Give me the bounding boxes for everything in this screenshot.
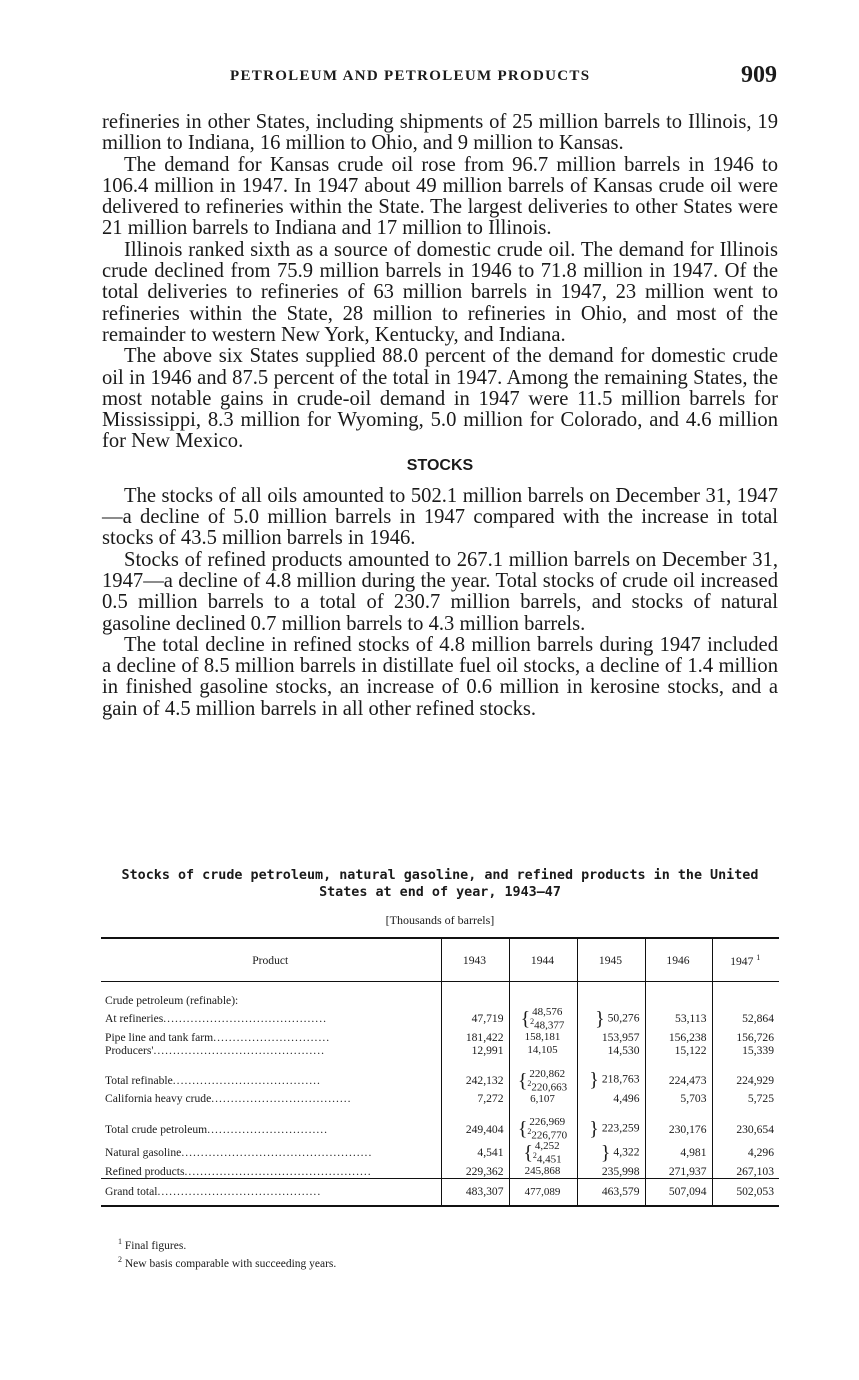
cell-1946: 507,094 <box>645 1178 712 1206</box>
row-label: At refineries <box>105 1012 164 1026</box>
cell-1947: 156,726 <box>712 1031 779 1044</box>
row-label: Natural gasoline <box>105 1146 182 1160</box>
footnote-mark: 1 <box>118 1237 122 1246</box>
table-header-row <box>101 938 779 982</box>
body-text <box>102 112 778 720</box>
table-row-grand-total: Grand total.......................................... 483,307 477,089 463,579 507,094 502,053 <box>101 1178 779 1206</box>
column-header-1944: 1944 <box>509 938 577 982</box>
cell-1945: 223,259 <box>601 1121 640 1135</box>
cell-1944-old: 48,576 <box>532 1006 563 1018</box>
cell-1943: 12,991 <box>441 1044 509 1057</box>
table-units: [Thousands of barrels] <box>385 913 495 927</box>
cell-1945: 4,496 <box>577 1092 645 1105</box>
table-row: Refined products................................................ 229,362 245,868 235,998 271,937 267,103 <box>101 1165 779 1179</box>
running-header <box>0 62 859 94</box>
row-label: Total refinable <box>105 1073 173 1087</box>
running-title: PETROLEUM AND PETROLEUM PRODUCTS <box>230 68 591 84</box>
cell-1946: 230,176 <box>645 1117 712 1141</box>
section-heading: STOCKS <box>406 456 474 474</box>
paragraph: The demand for Kansas crude oil rose from 96.7 million barrels in 1946 to 106.4 million in 1947. In 1947 about 49 million barrels of Kansas crude oil were delivered to refineries within the State. The largest deliveries to other States were 21 million barrels to Indiana and 17 million to Illinois. <box>102 153 778 240</box>
cell-1946: 271,937 <box>645 1165 712 1179</box>
table-row: Total crude petroleum............................... 249,404 { 226,969 $^2$226,770 } 223,259 230,176 230,654 <box>101 1117 779 1141</box>
cell-1945: 218,763 <box>601 1073 640 1087</box>
column-header-1943: 1943 <box>441 938 509 982</box>
page-number: 909 <box>741 62 777 88</box>
column-header-1945: 1945 <box>577 938 645 982</box>
table-row: At refineries.......................................... 47,719 { 48,576 $^2$48,377 } 50,276 53,113 52,864 <box>101 1007 779 1031</box>
cell-1945: 153,957 <box>577 1031 645 1044</box>
footnote-mark: 2 <box>118 1254 122 1264</box>
cell-1943: 4,541 <box>441 1141 509 1165</box>
cell-1943: 483,307 <box>441 1178 509 1206</box>
column-header-product: Product <box>101 938 441 982</box>
cell-1944: 477,089 <box>509 1178 577 1206</box>
cell-1947: 224,929 <box>712 1069 779 1093</box>
paragraph: refineries in other States, including shipments of 25 million barrels to Illinois, 19 million to Indiana, 16 million to Ohio, and 9 million to Kansas. <box>102 111 778 155</box>
cell-1944-old: 226,969 <box>529 1116 566 1129</box>
cell-1946: 4,981 <box>645 1141 712 1165</box>
table-title: Stocks of crude petroleum, natural gasoline, and refined products in the United States at end of year, 1943–47 <box>121 868 759 900</box>
cell-1943: 47,719 <box>441 1007 509 1031</box>
row-label: Pipe line and tank farm <box>105 1030 214 1044</box>
paragraph: The total decline in refined stocks of 4.8 million barrels during 1947 included a decline of 8.5 million barrels in distillate fuel oil stocks, a decline of 1.4 million in finished gasoline stocks, an increase of 0.6 million in kerosine stocks, and a gain of 4.5 million barrels in all other refined stocks. <box>102 633 778 720</box>
cell-1944: 158,181 <box>509 1031 577 1044</box>
cell-1944-new: 4,451 <box>536 1153 562 1166</box>
footnotes <box>118 1235 336 1271</box>
cell-1944-old: 220,862 <box>529 1067 566 1080</box>
cell-1946: 5,703 <box>645 1092 712 1105</box>
cell-1943: 229,362 <box>441 1165 509 1179</box>
cell-1944: 14,105 <box>509 1044 577 1057</box>
paragraph: Illinois ranked sixth as a source of domestic crude oil. The demand for Illinois crude declined from 75.9 million barrels in 1946 to 71.8 million in 1947. Of the total deliveries to refineries of 63 million barrels in 1947, 23 million went to refineries within the State, 28 million to refineries in Ohio, and most of the remainder to western New York, Kentucky, and Indiana. <box>102 238 778 346</box>
group-label: Crude petroleum (refinable): <box>105 994 239 1007</box>
footnote-ref: 2 <box>527 1127 532 1137</box>
cell-1947: 267,103 <box>712 1165 779 1179</box>
footnote-text: Final figures. <box>124 1239 187 1252</box>
cell-1943: 181,422 <box>441 1031 509 1044</box>
cell-1945: 50,276 <box>607 1011 640 1025</box>
table-row: Total refinable...................................... 242,132 { 220,862 $^2$220,663 } 218,763 224,473 224,929 <box>101 1069 779 1093</box>
cell-1946: 53,113 <box>645 1007 712 1031</box>
table-row: California heavy crude.................................... 7,272 6,107 4,496 5,703 5,725 <box>101 1092 779 1105</box>
footnote-ref: 2 <box>527 1078 532 1088</box>
table-row: Producers'............................................ 12,991 14,105 14,530 15,122 15,339 <box>101 1044 779 1057</box>
footnote-ref: 2 <box>532 1150 537 1160</box>
table-row <box>101 994 779 1007</box>
cell-1946: 156,238 <box>645 1031 712 1044</box>
cell-1945: 14,530 <box>577 1044 645 1057</box>
column-header-1947 <box>712 938 779 982</box>
cell-1947: 230,654 <box>712 1117 779 1141</box>
cell-1944-new: 48,377 <box>534 1019 565 1032</box>
cell-1944-old: 4,252 <box>534 1139 560 1152</box>
year-1947: 1947 <box>730 954 754 968</box>
footnote <box>118 1235 336 1253</box>
cell-1945: 463,579 <box>577 1178 645 1206</box>
column-header-1946: 1946 <box>645 938 712 982</box>
cell-1944-new: 220,663 <box>531 1081 568 1094</box>
cell-1944: 245,868 <box>509 1165 577 1179</box>
stocks-table <box>101 937 779 1207</box>
cell-1947: 5,725 <box>712 1092 779 1105</box>
row-label: California heavy crude <box>105 1092 212 1106</box>
cell-1943: 242,132 <box>441 1069 509 1093</box>
cell-1944-new: 226,770 <box>531 1129 568 1142</box>
cell-1944: 6,107 <box>509 1092 577 1105</box>
cell-1945: 4,322 <box>613 1145 640 1159</box>
cell-1946: 15,122 <box>645 1044 712 1057</box>
row-label: Grand total <box>105 1185 158 1199</box>
footnote <box>118 1253 336 1271</box>
cell-1945: 235,998 <box>577 1165 645 1179</box>
table-row: Natural gasoline................................................. 4,541 { 4,252 $^2$4,451 } 4,322 4,981 4,296 <box>101 1141 779 1165</box>
footnote-ref: 2 <box>530 1017 535 1026</box>
cell-1943: 7,272 <box>441 1092 509 1105</box>
row-label: Producers' <box>105 1043 154 1057</box>
row-label: Total crude petroleum <box>105 1122 208 1136</box>
cell-1943: 249,404 <box>441 1117 509 1141</box>
table-row: Pipe line and tank farm.............................. 181,422 158,181 153,957 156,238 156,726 <box>101 1031 779 1044</box>
paragraph: Stocks of refined products amounted to 267.1 million barrels on December 31, 1947—a decline of 4.8 million during the year. Total stocks of crude oil increased 0.5 million barrels to a total of 230.7 million barrels, and stocks of natural gasoline declined 0.7 million barrels to 4.3 million barrels. <box>102 548 778 635</box>
cell-1947: 502,053 <box>712 1178 779 1206</box>
footnote-text: New basis comparable with succeeding years. <box>124 1257 337 1270</box>
cell-1947: 4,296 <box>712 1141 779 1165</box>
footnote-ref: 1 <box>756 952 761 962</box>
cell-1947: 52,864 <box>712 1007 779 1031</box>
paragraph: The stocks of all oils amounted to 502.1 million barrels on December 31, 1947—a decline of 5.0 million barrels in 1947 compared with the increase in total stocks of 43.5 million barrels in 1946. <box>102 484 778 550</box>
cell-1946: 224,473 <box>645 1069 712 1093</box>
cell-1947: 15,339 <box>712 1044 779 1057</box>
row-label: Refined products <box>105 1164 185 1178</box>
paragraph: The above six States supplied 88.0 percent of the demand for domestic crude oil in 1946 and 87.5 percent of the total in 1947. Among the remaining States, the most notable gains in crude-oil demand in 1947 were 11.5 million barrels for Mississippi, 8.3 million for Wyoming, 5.0 million for Colorado, and 4.6 million for New Mexico. <box>102 345 778 453</box>
